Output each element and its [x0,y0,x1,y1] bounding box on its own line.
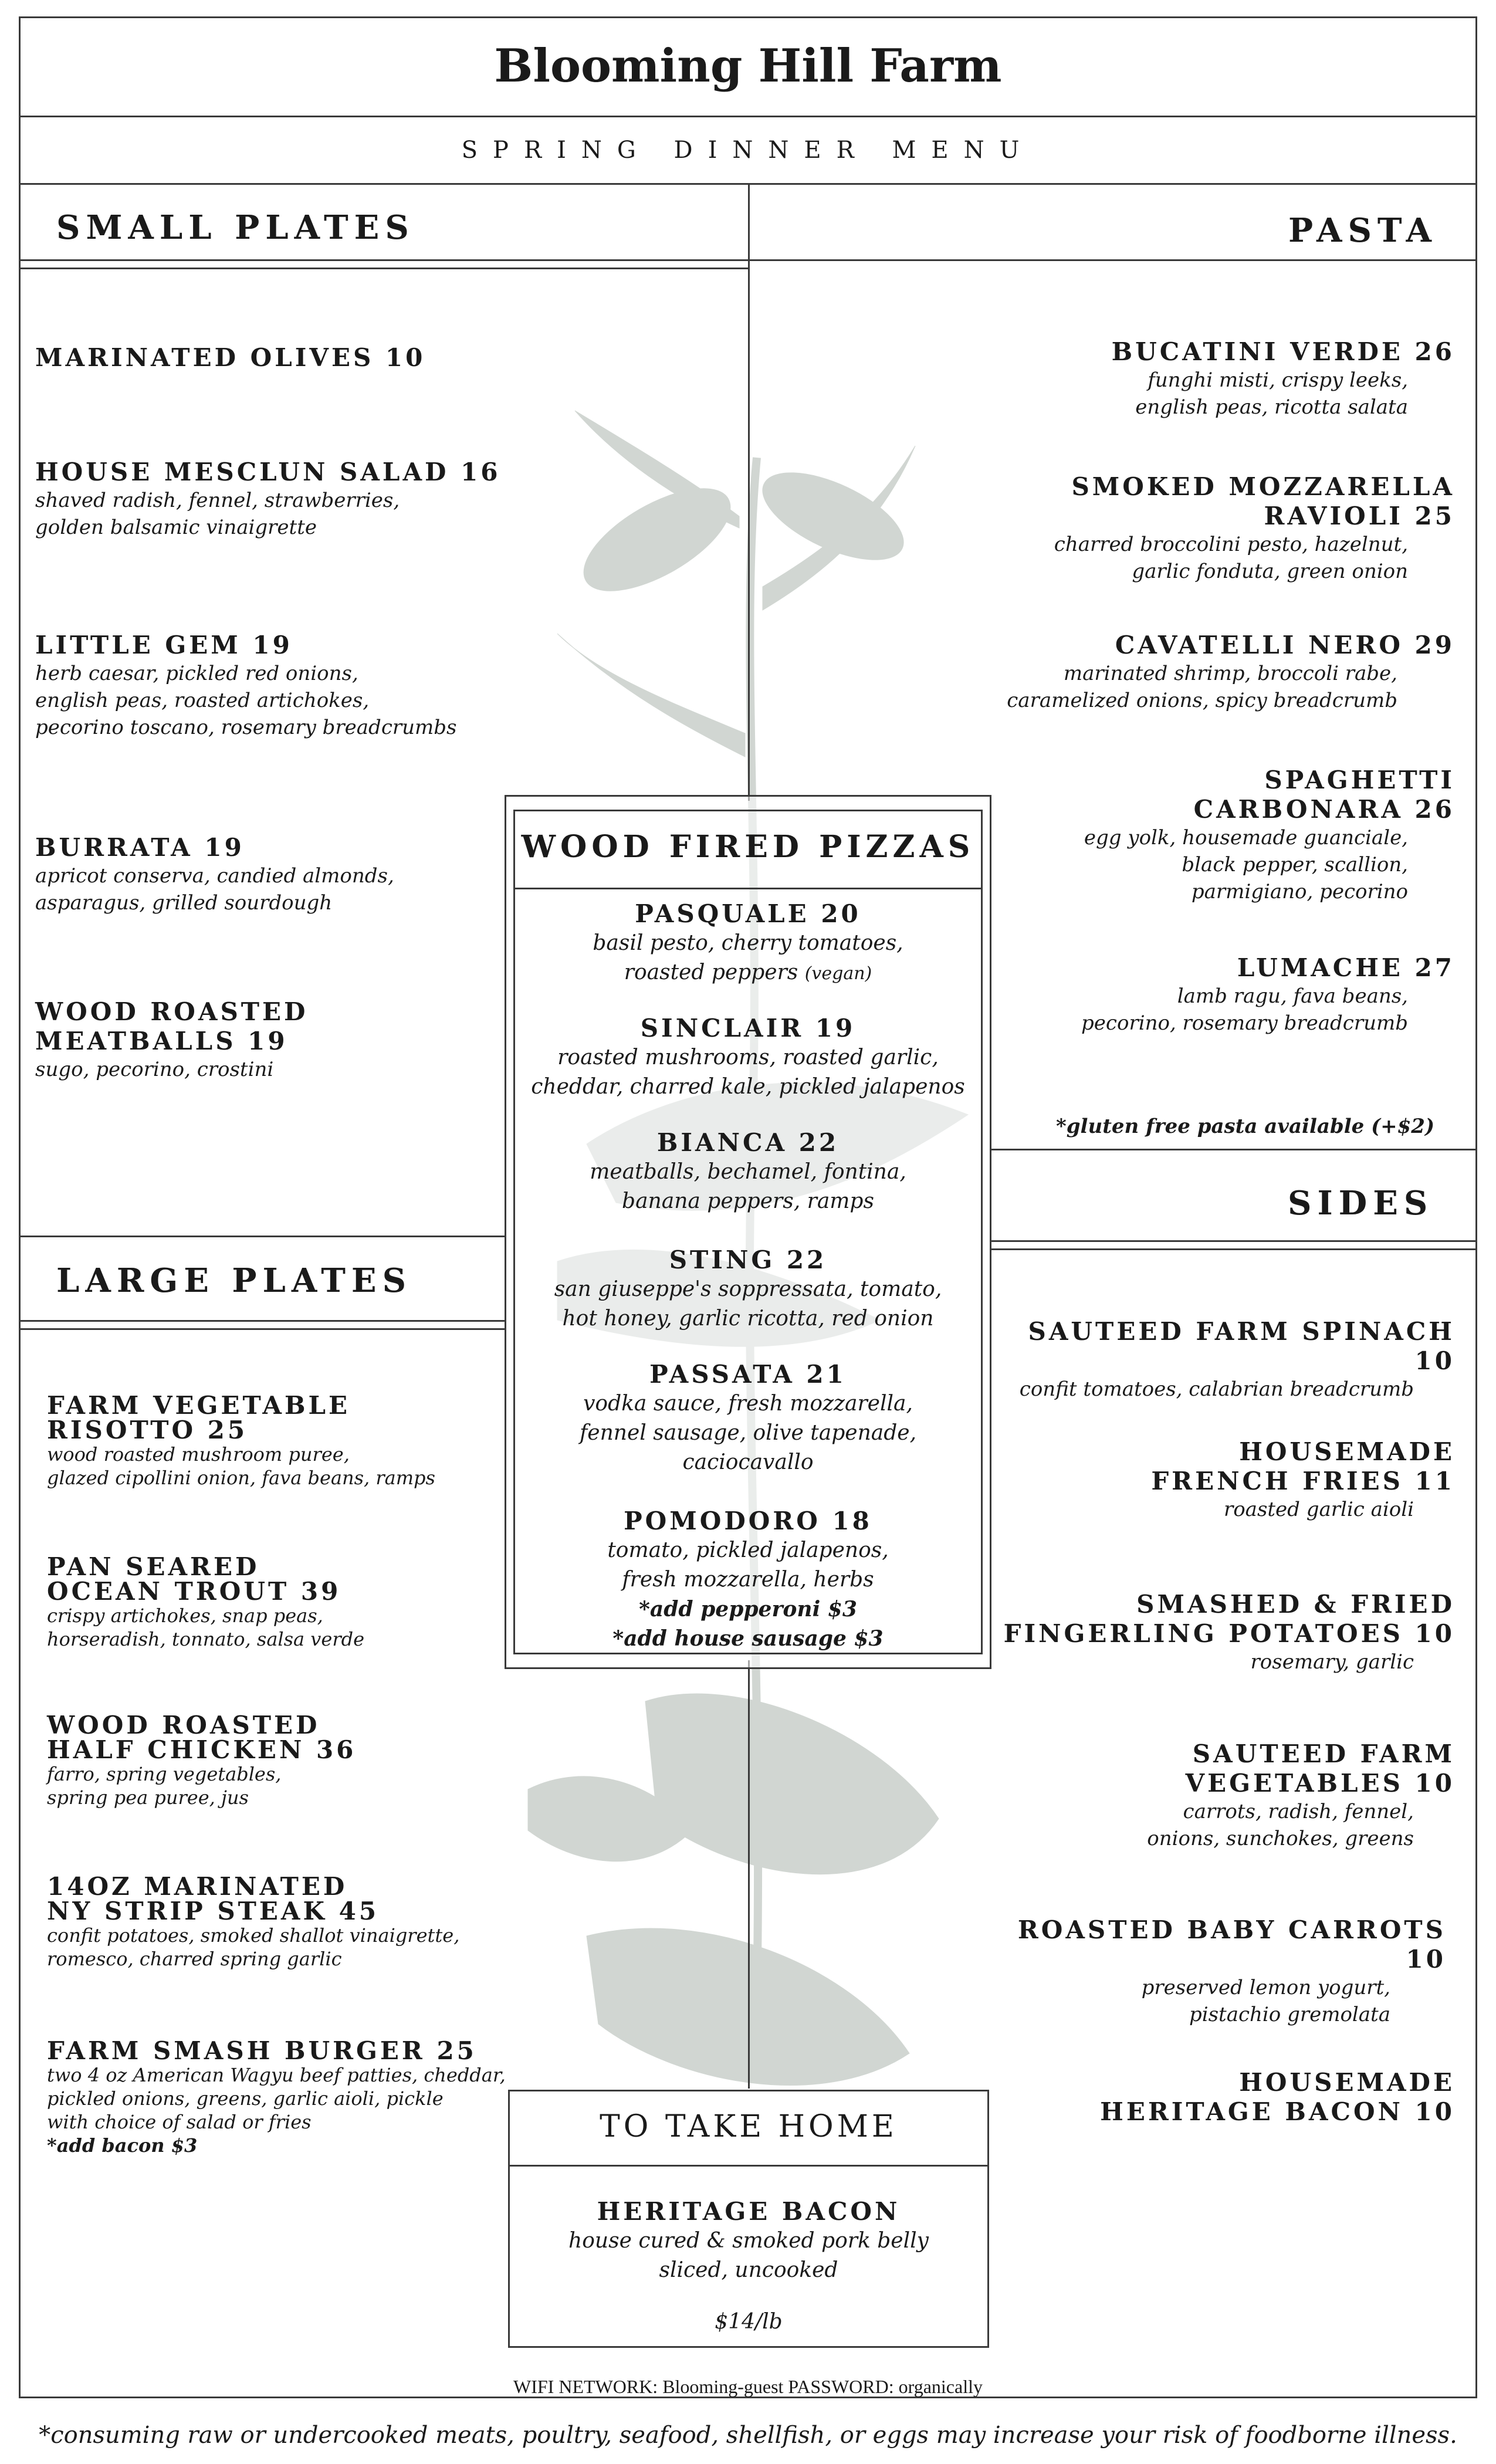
sides-rule-2 [991,1248,1477,1250]
item-description: wood roasted mushroom puree, glazed cipollini onion, fava beans, ramps [47,1443,435,1489]
page-title: Blooming Hill Farm [19,16,1477,117]
item-description: preserved lemon yogurt, pistachio gremolata [1141,1976,1390,2026]
pizza-heading-wrap [506,829,990,865]
center-divider-top [748,185,750,801]
addon-bacon: *add bacon $3 [47,2134,198,2157]
item-name: SAUTEED FARM SPINACH 10 [1028,1317,1455,1375]
menu-subtitle: SPRING DINNER MENU [19,117,1477,185]
menu-item [47,1874,516,1971]
menu-item [997,1739,1455,1852]
item-description: lamb ragu, fava beans, pecorino, rosemary breadcrumb [1081,984,1408,1035]
item-name: LUMACHE 27 [1237,953,1455,982]
menu-item [506,1128,990,1216]
small-plates-rule-2 [19,268,748,269]
item-description: basil pesto, cherry tomatoes, roasted peppers [593,931,903,984]
take-home-rule [510,2165,987,2167]
item-description: meatballs, bechamel, fontina, banana peppers, ramps [590,1160,906,1213]
large-plates-heading: LARGE PLATES [56,1261,412,1300]
item-description: marinated shrimp, broccoli rabe, caramelized onions, spicy breadcrumb [1007,662,1397,712]
menu-item [35,458,727,541]
item-name: WOOD ROASTED MEATBALLS 19 [35,997,309,1055]
sides-rule-1 [991,1240,1477,1242]
item-description: charred broccolini pesto, hazelnut, garlic fonduta, green onion [1054,533,1408,583]
item-description: farro, spring vegetables, spring pea puree, jus [47,1763,282,1809]
small-plates-heading: SMALL PLATES [56,208,415,247]
item-description: sugo, pecorino, crostini [35,1058,274,1081]
item-name: HOUSEMADE HERITAGE BACON 10 [1100,2068,1455,2126]
menu-item [47,1713,516,1809]
item-name: BURRATA 19 [35,833,245,862]
item-description: funghi misti, crispy leeks, english peas, ricotta salata [1135,368,1408,419]
item-description: vodka sauce, fresh mozzarella, fennel sausage, olive tapenade, caciocavallo [579,1392,917,1474]
wifi-info: WIFI NETWORK: Blooming-guest PASSWORD: organically [513,2376,983,2397]
small-plates-rule-1 [19,259,748,261]
menu-item [774,472,1455,585]
vegan-tag: (vegan) [804,963,872,984]
item-description: two 4 oz American Wagyu beef patties, cheddar, pickled onions, greens, garlic aioli, pickle with choice of salad or fries [47,2064,506,2133]
item-name: HOUSEMADE FRENCH FRIES 11 [1151,1437,1455,1495]
item-name: BIANCA 22 [656,1128,840,1157]
menu-item [997,1437,1455,1523]
large-plates-rule-2 [19,1328,506,1330]
take-home-heading: TO TAKE HOME [600,2109,898,2144]
menu-item [506,899,990,989]
item-name: ROASTED BABY CARROTS 10 [1017,1915,1446,1974]
item-description: confit potatoes, smoked shallot vinaigrette, romesco, charred spring garlic [47,1924,460,1970]
menu-item [47,1393,516,1490]
item-name: PASSATA 21 [649,1360,847,1389]
take-home-item-description: house cured & smoked pork belly sliced, uncooked [568,2229,929,2282]
take-home-box [508,2090,989,2348]
item-description: roasted mushrooms, roasted garlic, cheddar, charred kale, pickled jalapenos [531,1045,965,1099]
item-description: herb caesar, pickled red onions, english peas, roasted artichokes, pecorino toscano, rosemary breadcrumbs [35,662,457,739]
menu-item [774,631,1455,714]
take-home-item-name: HERITAGE BACON [597,2197,901,2226]
foodborne-warning: *consuming raw or undercooked meats, poultry, seafood, shellfish, or eggs may increase your risk of foodborne illness. [39,2422,1457,2449]
item-description: crispy artichokes, snap peas, horseradish, tonnato, salsa verde [47,1605,365,1650]
item-name: SAUTEED FARM VEGETABLES 10 [1185,1739,1455,1798]
menu-item [35,343,727,373]
menu-item [47,1552,516,1651]
item-name: STING 22 [669,1245,827,1274]
menu-item [35,631,727,741]
item-name: SMASHED & FRIED FINGERLING POTATOES 10 [1003,1590,1455,1648]
menu-item [506,1245,990,1333]
item-description: tomato, pickled jalapenos, fresh mozzarella, herbs [607,1538,889,1592]
take-home-price: $14/lb [715,2310,783,2334]
menu-item [506,1360,990,1477]
item-description: roasted garlic aioli [1223,1498,1414,1521]
large-plates-top-rule [19,1236,506,1237]
item-description: rosemary, garlic [1250,1650,1414,1674]
item-description: san giuseppe's soppressata, tomato, hot honey, garlic ricotta, red onion [554,1277,942,1331]
large-plates-rule-1 [19,1320,506,1322]
menu-item [506,1014,990,1102]
pizza-heading: WOOD FIRED PIZZAS [521,829,975,865]
item-name: SPAGHETTI CARBONARA 26 [1193,766,1455,824]
item-name: 14OZ MARINATED NY STRIP STEAK 45 [47,1872,380,1925]
pasta-rule [748,259,1477,261]
pasta-heading: PASTA [1288,211,1437,250]
item-description: confit tomatoes, calabrian breadcrumb [1019,1377,1414,1401]
item-name: FARM VEGETABLE RISOTTO 25 [47,1391,351,1444]
item-description: shaved radish, fennel, strawberries, golden balsamic vinaigrette [35,489,400,539]
item-name: CAVATELLI NERO 29 [1115,631,1455,659]
item-description: egg yolk, housemade guanciale, black pepper, scallion, parmigiano, pecorino [1084,826,1408,903]
menu-item [774,337,1455,421]
item-description: apricot conserva, candied almonds, asparagus, grilled sourdough [35,864,394,915]
addon-sausage: *add house sausage $3 [612,1626,884,1651]
menu-item [47,2036,516,2157]
item-name: MARINATED OLIVES 10 [35,343,426,372]
sides-heading: SIDES [1288,1184,1434,1223]
menu-item [997,1317,1455,1403]
item-name: PAN SEARED OCEAN TROUT 39 [47,1552,341,1606]
menu-item [997,1915,1446,2028]
menu-item [997,1590,1455,1676]
item-name: SINCLAIR 19 [640,1014,856,1043]
item-name: POMODORO 18 [624,1507,872,1535]
sides-top-rule [991,1149,1477,1150]
pizza-heading-rule [513,888,983,889]
pizza-box [505,795,991,1669]
menu-item [997,2068,1455,2127]
gluten-free-note: *gluten free pasta available (+$2) [1056,1115,1435,1138]
item-name: FARM SMASH BURGER 25 [47,2036,477,2065]
item-name: LITTLE GEM 19 [35,631,293,659]
item-name: SMOKED MOZZARELLA RAVIOLI 25 [1071,472,1455,530]
addon-pepperoni: *add pepperoni $3 [639,1597,857,1622]
item-description: carrots, radish, fennel, onions, sunchokes, greens [1147,1800,1414,1850]
item-name: PASQUALE 20 [635,899,861,928]
menu-item [506,1507,990,1653]
item-name: WOOD ROASTED HALF CHICKEN 36 [47,1711,357,1764]
item-name: BUCATINI VERDE 26 [1111,337,1455,366]
item-name: HOUSE MESCLUN SALAD 16 [35,458,501,486]
center-divider-bottom [748,1660,750,2089]
